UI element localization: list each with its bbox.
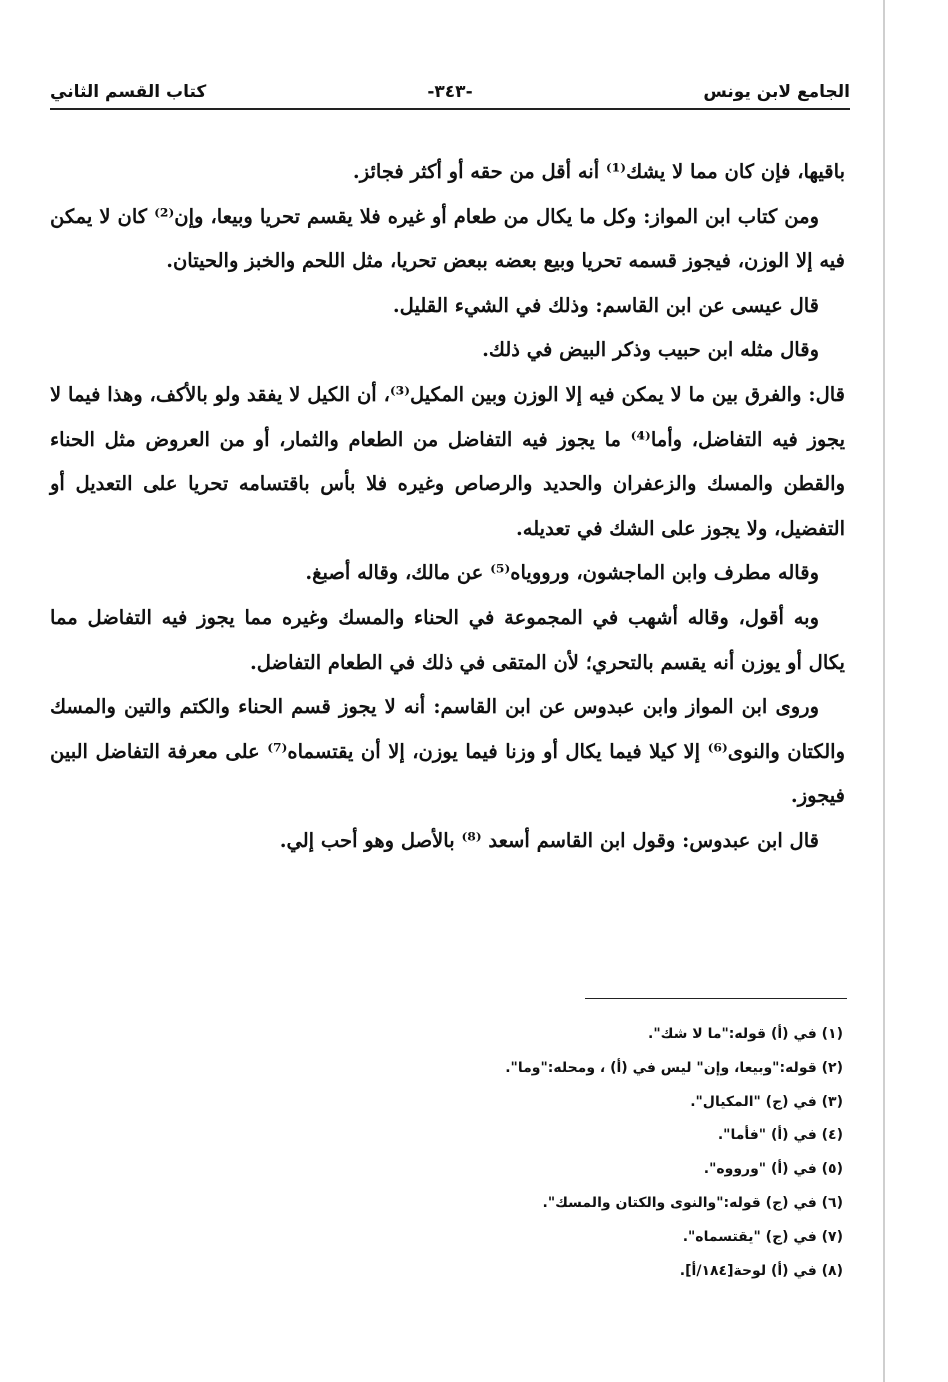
- paragraph: وقاله مطرف وابن الماجشون، ورووياه⁽⁵⁾ عن مالك، وقاله أصبغ.: [305, 561, 819, 585]
- main-text: [50, 150, 845, 864]
- paragraph: وقال مثله ابن حبيب وذكر البيض في ذلك.: [482, 338, 819, 362]
- footnote: (٥) في (أ) "ورووه".: [703, 1161, 843, 1178]
- header-section-title: كتاب القسم الثاني: [50, 82, 207, 102]
- footnote: (٨) في (أ) لوحة[١٨٤/أ].: [679, 1262, 843, 1279]
- page-number: -٣٤٣-: [427, 82, 473, 102]
- book-page: [50, 70, 850, 1370]
- paragraph: قال: والفرق بين ما لا يمكن فيه إلا الوزن وبين المكيل⁽³⁾، أن الكيل لا يفقد ولو بالأكف، وهذا فيما لا يجوز فيه التفاضل، وأما⁽⁴⁾ ما يجوز فيه التفاضل من الطعام والثمار، أو من العروض مثل الحناء والقطن والمسك والزعفران والحديد والرصاص وغيره فلا بأس باقتسامه تحريا على التعديل أو التفضيل، ولا يجوز على الشك في تعديله.: [50, 382, 845, 540]
- footnote-separator: [585, 998, 847, 999]
- footnote: (٤) في (أ) "فأما".: [717, 1127, 843, 1144]
- page-edge-line: [883, 0, 885, 1382]
- running-header: [50, 70, 850, 110]
- footnote: (٢) قوله:"وبيعا، وإن" ليس في (أ) ، ومحله:"وما".: [505, 1059, 843, 1076]
- paragraph: وبه أقول، وقاله أشهب في المجموعة في الحناء والمسك وغيره مما يجوز فيه التفاضل مما يكال أو يوزن أنه يقسم بالتحري؛ لأن المتقى في ذلك في الطعام التفاضل.: [50, 605, 845, 674]
- footnotes: [50, 1018, 845, 1288]
- footnote: (٦) في (ج) قوله:"والنوى والكتان والمسك".: [542, 1194, 843, 1211]
- footnote: (٣) في (ج) "المكيال".: [690, 1093, 843, 1110]
- footnote: (٧) في (ج) "يقتسماه".: [682, 1228, 843, 1245]
- paragraph: قال عيسى عن ابن القاسم: وذلك في الشيء القليل.: [392, 293, 819, 317]
- paragraph: وروى ابن المواز وابن عبدوس عن ابن القاسم: أنه لا يجوز قسم الحناء والكتم والتين والمسك والكتان والنوى⁽⁶⁾ إلا كيلا فيما يكال أو وزنا فيما يوزن، إلا أن يقتسماه⁽⁷⁾ على معرفة التفاضل البين فيجوز.: [50, 695, 845, 808]
- header-book-title: الجامع لابن يونس: [703, 82, 850, 102]
- paragraph: ومن كتاب ابن المواز: وكل ما يكال من طعام أو غيره فلا يقسم تحريا وبيعا، وإن⁽²⁾ كان لا يمكن فيه إلا الوزن، فيجوز قسمه تحريا وبيع بعضه ببعض تحريا، مثل اللحم والخبز والحيتان.: [50, 204, 845, 273]
- footnote: (١) في (أ) قوله:"ما لا شك".: [648, 1026, 843, 1042]
- paragraph: قال ابن عبدوس: وقول ابن القاسم أسعد ⁽⁸⁾ بالأصل وهو أحب إلي.: [279, 828, 819, 852]
- paragraph: باقيها، فإن كان مما لا يشك⁽¹⁾ أنه أقل من حقه أو أكثر فجائز.: [352, 160, 845, 183]
